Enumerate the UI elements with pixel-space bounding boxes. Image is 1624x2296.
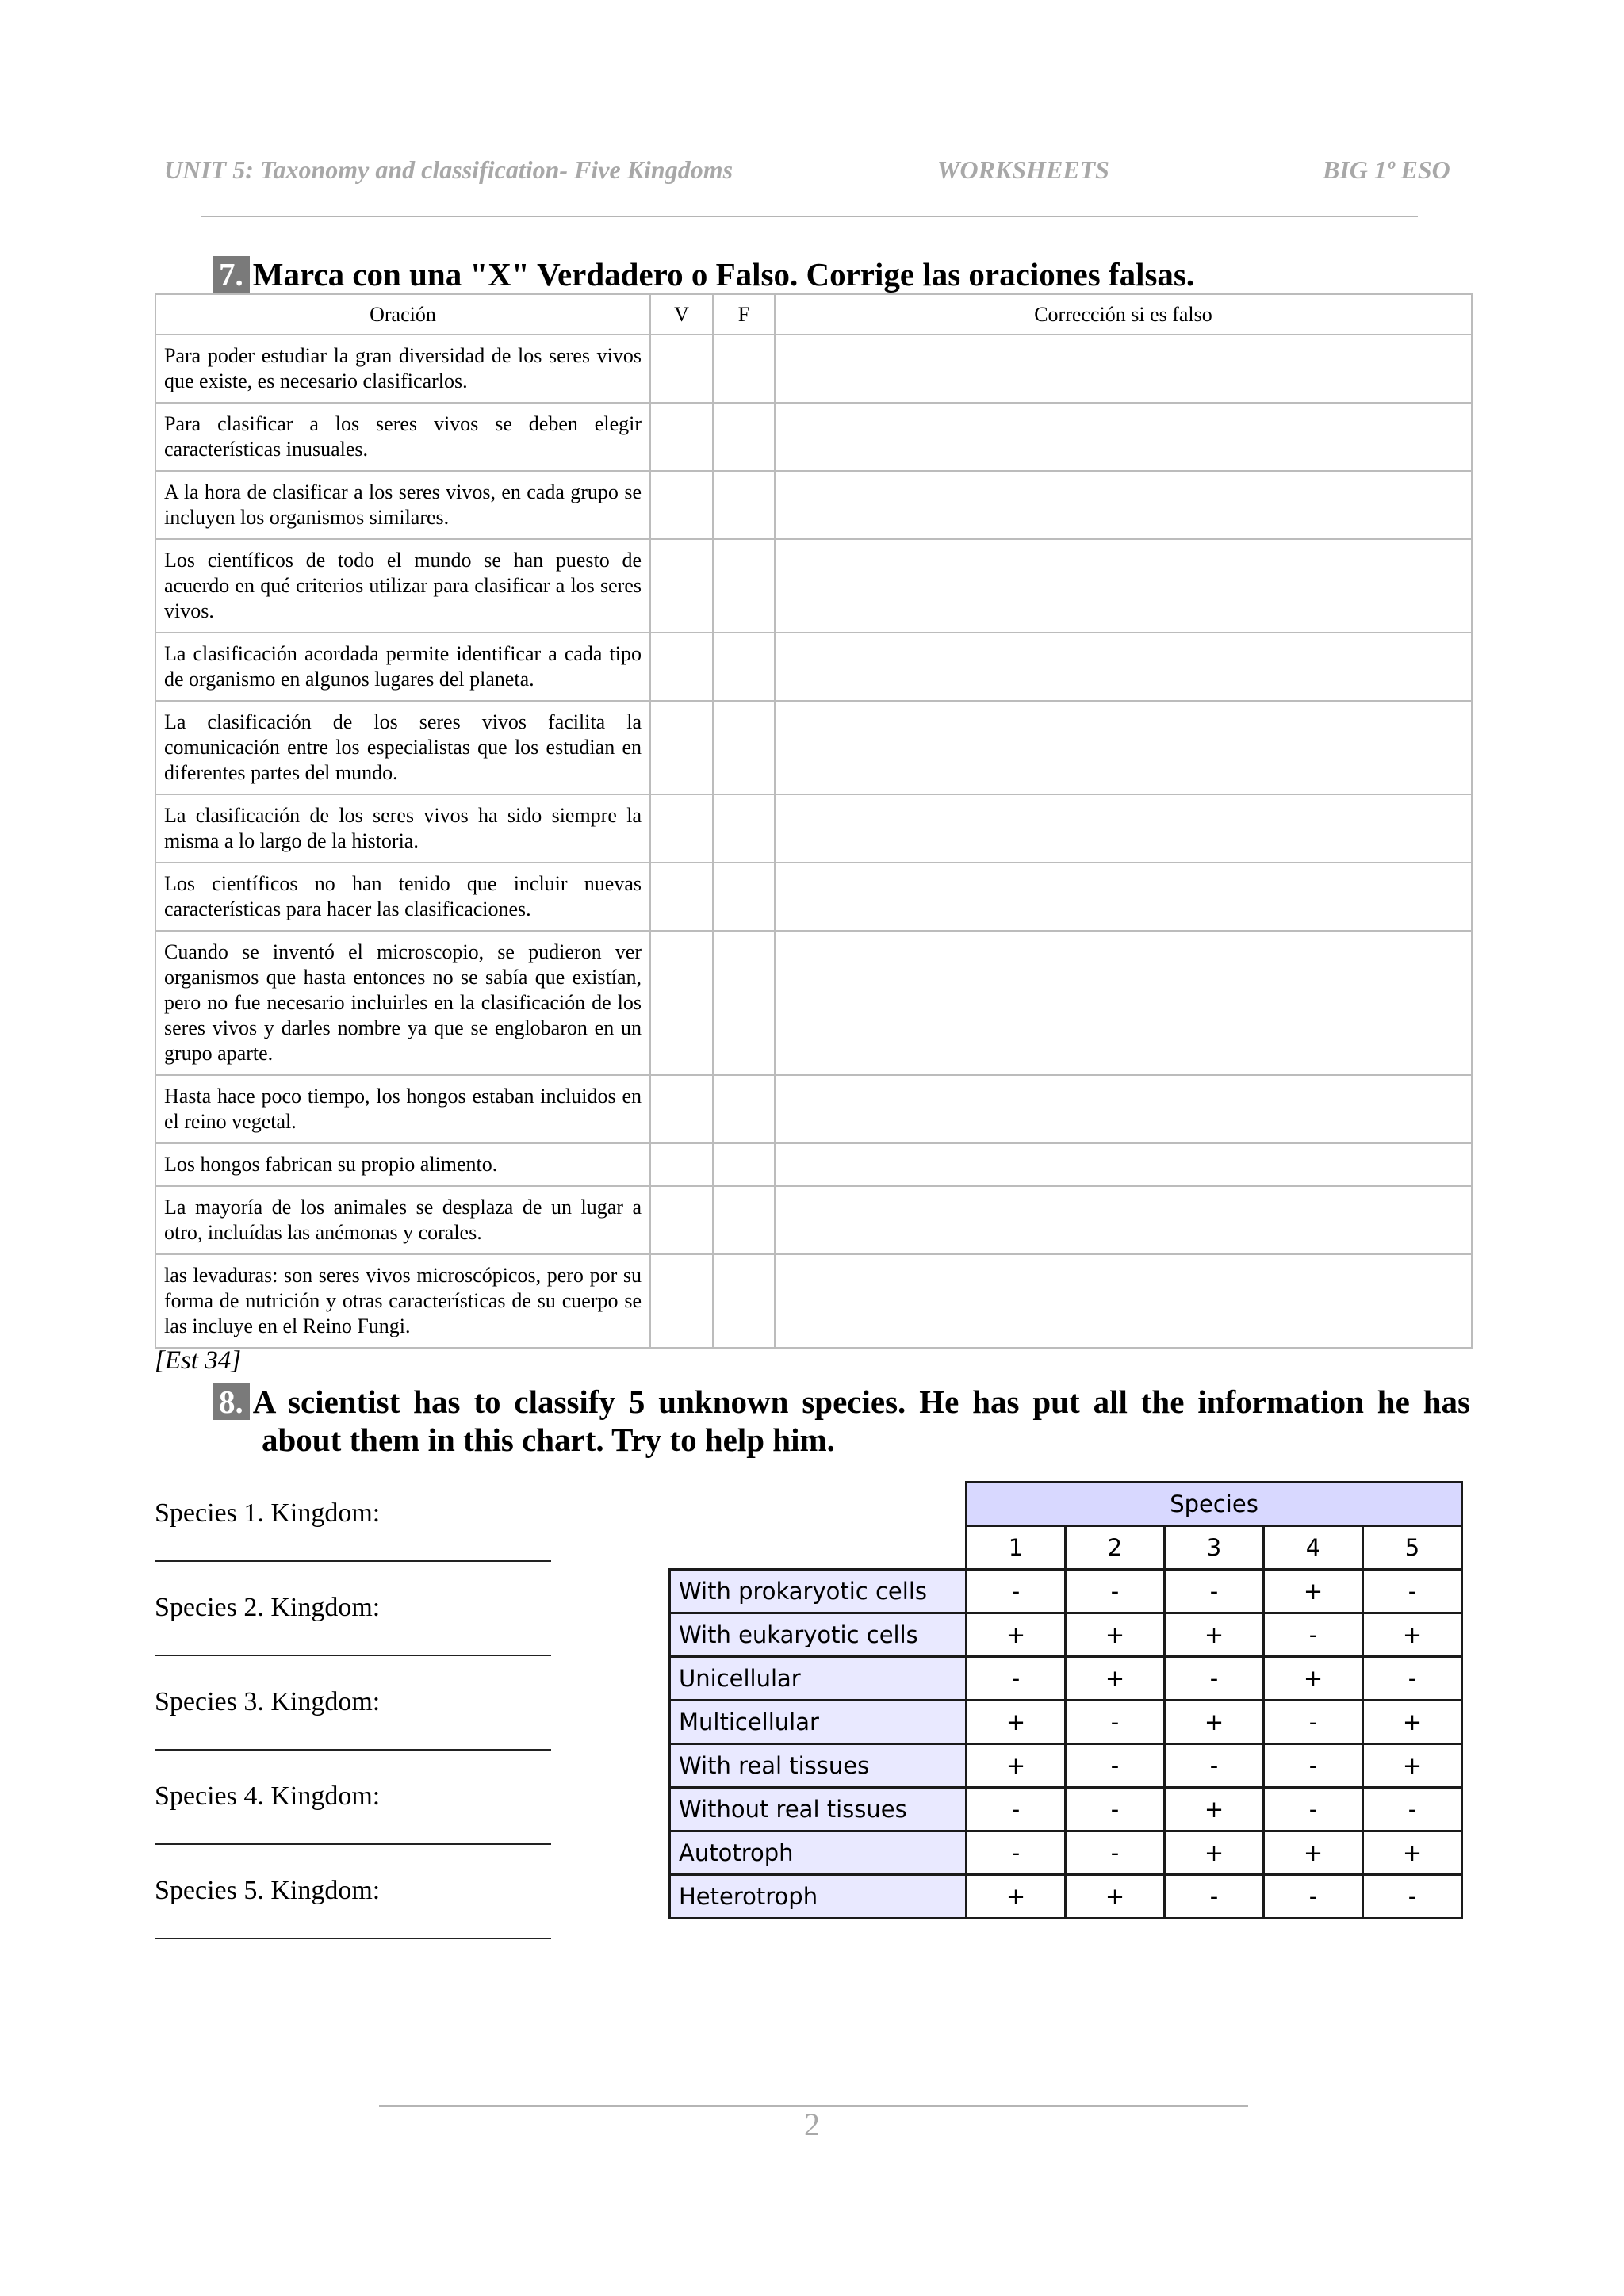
true-checkbox-cell[interactable] (650, 701, 713, 794)
species-3-prompt: Species 3. Kingdom: (155, 1687, 381, 1716)
statement-text: La clasificación acordada permite identificar a cada tipo de organismo en algunos lugares del planeta. (155, 633, 650, 701)
correction-cell[interactable] (775, 471, 1472, 539)
chart-value-cell: + (1363, 1744, 1462, 1788)
true-checkbox-cell[interactable] (650, 863, 713, 931)
true-checkbox-cell[interactable] (650, 1143, 713, 1186)
question-7-number: 7. (213, 256, 250, 293)
true-checkbox-cell[interactable] (650, 403, 713, 471)
header-course: BIG 1º ESO (1323, 155, 1450, 184)
chart-value-cell: + (1165, 1613, 1264, 1657)
statement-row (155, 1143, 1472, 1186)
statement-row (155, 1075, 1472, 1143)
question-7-text: Marca con una "X" Verdadero o Falso. Corrige las oraciones falsas. (252, 256, 1195, 293)
statement-text: Los científicos de todo el mundo se han puesto de acuerdo en qué criterios utilizar para clasificar a los seres vivos. (155, 539, 650, 633)
statement-row (155, 471, 1472, 539)
true-checkbox-cell[interactable] (650, 471, 713, 539)
false-checkbox-cell[interactable] (713, 931, 775, 1075)
header-divider (201, 216, 1418, 217)
false-checkbox-cell[interactable] (713, 1075, 775, 1143)
correction-cell[interactable] (775, 539, 1472, 633)
statement-text: La clasificación de los seres vivos ha sido siempre la misma a lo largo de la historia. (155, 794, 650, 863)
chart-value-cell: - (1264, 1875, 1363, 1919)
false-checkbox-cell[interactable] (713, 794, 775, 863)
false-checkbox-cell[interactable] (713, 701, 775, 794)
chart-species-number: 3 (1165, 1526, 1264, 1570)
chart-species-number: 5 (1363, 1526, 1462, 1570)
page-number: 2 (804, 2107, 820, 2142)
statement-text: Para poder estudiar la gran diversidad de los seres vivos que existe, es necesario clasificarlos. (155, 335, 650, 403)
chart-value-cell: + (1363, 1701, 1462, 1744)
correction-cell[interactable] (775, 1075, 1472, 1143)
chart-value-cell: - (1066, 1570, 1165, 1613)
correction-cell[interactable] (775, 1143, 1472, 1186)
true-false-table (155, 293, 1473, 1349)
chart-corner-cell (670, 1483, 967, 1570)
chart-row-label: Without real tissues (670, 1788, 967, 1831)
chart-value-cell: + (1165, 1701, 1264, 1744)
correction-cell[interactable] (775, 1254, 1472, 1348)
species-5-prompt: Species 5. Kingdom: (155, 1876, 381, 1905)
chart-row (670, 1701, 1462, 1744)
chart-row-label: Heterotroph (670, 1875, 967, 1919)
chart-value-cell: - (967, 1657, 1066, 1701)
header-unit: UNIT 5: Taxonomy and classification- Five Kingdoms (164, 155, 733, 184)
chart-value-cell: - (1165, 1744, 1264, 1788)
column-correccion: Corrección si es falso (775, 294, 1472, 335)
correction-cell[interactable] (775, 1186, 1472, 1254)
column-f: F (713, 294, 775, 335)
chart-value-cell: - (1165, 1570, 1264, 1613)
chart-value-cell: - (1363, 1788, 1462, 1831)
true-checkbox-cell[interactable] (650, 931, 713, 1075)
statement-row (155, 794, 1472, 863)
chart-row (670, 1788, 1462, 1831)
chart-value-cell: - (967, 1570, 1066, 1613)
column-v: V (650, 294, 713, 335)
chart-value-cell: + (967, 1701, 1066, 1744)
chart-row (670, 1613, 1462, 1657)
chart-value-cell: - (1264, 1701, 1363, 1744)
correction-cell[interactable] (775, 701, 1472, 794)
chart-row-label: With eukaryotic cells (670, 1613, 967, 1657)
chart-row-label: Multicellular (670, 1701, 967, 1744)
correction-cell[interactable] (775, 863, 1472, 931)
chart-row-label: With prokaryotic cells (670, 1570, 967, 1613)
chart-value-cell: + (1066, 1613, 1165, 1657)
true-checkbox-cell[interactable] (650, 335, 713, 403)
chart-value-cell: + (1264, 1570, 1363, 1613)
chart-value-cell: - (1165, 1875, 1264, 1919)
species-chart (668, 1481, 1463, 1919)
chart-value-cell: - (1066, 1788, 1165, 1831)
chart-value-cell: - (1264, 1744, 1363, 1788)
statement-row (155, 335, 1472, 403)
species-2-answer-line[interactable] (155, 1655, 551, 1656)
chart-value-cell: + (1264, 1831, 1363, 1875)
species-2-prompt: Species 2. Kingdom: (155, 1593, 381, 1622)
question-8-text-line2: about them in this chart. Try to help him. (262, 1422, 835, 1458)
question-7-title (213, 255, 1194, 293)
chart-row-label: With real tissues (670, 1744, 967, 1788)
true-checkbox-cell[interactable] (650, 794, 713, 863)
chart-species-header: Species (967, 1483, 1462, 1526)
species-4-prompt: Species 4. Kingdom: (155, 1781, 381, 1811)
false-checkbox-cell[interactable] (713, 403, 775, 471)
false-checkbox-cell[interactable] (713, 471, 775, 539)
chart-value-cell: - (1066, 1744, 1165, 1788)
correction-cell[interactable] (775, 633, 1472, 701)
false-checkbox-cell[interactable] (713, 633, 775, 701)
statement-text: Hasta hace poco tiempo, los hongos estaban incluidos en el reino vegetal. (155, 1075, 650, 1143)
chart-row (670, 1831, 1462, 1875)
chart-value-cell: + (1264, 1657, 1363, 1701)
chart-species-number: 1 (967, 1526, 1066, 1570)
question-8-number: 8. (213, 1383, 250, 1420)
chart-species-number: 4 (1264, 1526, 1363, 1570)
chart-value-cell: - (967, 1831, 1066, 1875)
page-header (0, 155, 1624, 187)
chart-value-cell: + (1066, 1657, 1165, 1701)
chart-value-cell: - (1264, 1613, 1363, 1657)
statement-row (155, 863, 1472, 931)
chart-row (670, 1744, 1462, 1788)
chart-row-label: Unicellular (670, 1657, 967, 1701)
statement-text: Los hongos fabrican su propio alimento. (155, 1143, 650, 1186)
statement-text: Para clasificar a los seres vivos se deben elegir características inusuales. (155, 403, 650, 471)
false-checkbox-cell[interactable] (713, 863, 775, 931)
statement-text: Los científicos no han tenido que incluir nuevas características para hacer las clasificaciones. (155, 863, 650, 931)
statement-row (155, 701, 1472, 794)
correction-cell[interactable] (775, 335, 1472, 403)
false-checkbox-cell[interactable] (713, 335, 775, 403)
statement-row (155, 1186, 1472, 1254)
false-checkbox-cell[interactable] (713, 1186, 775, 1254)
statement-row (155, 539, 1472, 633)
statement-row (155, 1254, 1472, 1348)
chart-row (670, 1657, 1462, 1701)
statement-row (155, 931, 1472, 1075)
true-false-header-row (155, 294, 1472, 335)
chart-value-cell: + (967, 1613, 1066, 1657)
chart-value-cell: + (1363, 1613, 1462, 1657)
correction-cell[interactable] (775, 794, 1472, 863)
statement-row (155, 633, 1472, 701)
question-8-title (213, 1383, 1470, 1459)
species-4-answer-line[interactable] (155, 1843, 551, 1845)
false-checkbox-cell[interactable] (713, 1254, 775, 1348)
standard-reference: [Est 34] (155, 1346, 242, 1375)
chart-value-cell: - (1363, 1875, 1462, 1919)
chart-value-cell: - (1066, 1701, 1165, 1744)
chart-value-cell: + (967, 1744, 1066, 1788)
correction-cell[interactable] (775, 403, 1472, 471)
question-8-text-line1: A scientist has to classify 5 unknown species. He has put all the information he has (252, 1383, 1470, 1420)
true-checkbox-cell[interactable] (650, 539, 713, 633)
chart-value-cell: + (1165, 1831, 1264, 1875)
statement-text: las levaduras: son seres vivos microscópicos, pero por su forma de nutrición y otras características de su cuerpo se las incluye en el Reino Fungi. (155, 1254, 650, 1348)
header-section: WORKSHEETS (937, 155, 1109, 184)
chart-value-cell: - (1363, 1570, 1462, 1613)
chart-value-cell: - (1363, 1657, 1462, 1701)
false-checkbox-cell[interactable] (713, 539, 775, 633)
chart-value-cell: - (1066, 1831, 1165, 1875)
species-5-answer-line[interactable] (155, 1938, 551, 1939)
statement-row (155, 403, 1472, 471)
statement-text: Cuando se inventó el microscopio, se pudieron ver organismos que hasta entonces no se sabía que existían, pero no fue necesario incluirles en la clasificación de los seres vivos y darles nombre ya que se englobaron en un grupo aparte. (155, 931, 650, 1075)
chart-value-cell: + (1165, 1788, 1264, 1831)
column-oracion: Oración (155, 294, 650, 335)
correction-cell[interactable] (775, 931, 1472, 1075)
chart-value-cell: - (967, 1788, 1066, 1831)
statement-text: La clasificación de los seres vivos facilita la comunicación entre los especialistas que los estudian en diferentes partes del mundo. (155, 701, 650, 794)
false-checkbox-cell[interactable] (713, 1143, 775, 1186)
chart-value-cell: + (967, 1875, 1066, 1919)
statement-text: A la hora de clasificar a los seres vivos, en cada grupo se incluyen los organismos similares. (155, 471, 650, 539)
chart-row (670, 1570, 1462, 1613)
true-checkbox-cell[interactable] (650, 1254, 713, 1348)
species-1-answer-line[interactable] (155, 1560, 551, 1562)
true-checkbox-cell[interactable] (650, 633, 713, 701)
true-checkbox-cell[interactable] (650, 1186, 713, 1254)
chart-value-cell: + (1066, 1875, 1165, 1919)
chart-row-label: Autotroph (670, 1831, 967, 1875)
statement-text: La mayoría de los animales se desplaza de un lugar a otro, incluídas las anémonas y corales. (155, 1186, 650, 1254)
chart-header-row (670, 1483, 1462, 1526)
chart-value-cell: + (1363, 1831, 1462, 1875)
true-checkbox-cell[interactable] (650, 1075, 713, 1143)
chart-row (670, 1875, 1462, 1919)
species-1-prompt: Species 1. Kingdom: (155, 1498, 381, 1528)
chart-value-cell: - (1264, 1788, 1363, 1831)
chart-value-cell: - (1165, 1657, 1264, 1701)
species-3-answer-line[interactable] (155, 1749, 551, 1751)
chart-species-number: 2 (1066, 1526, 1165, 1570)
